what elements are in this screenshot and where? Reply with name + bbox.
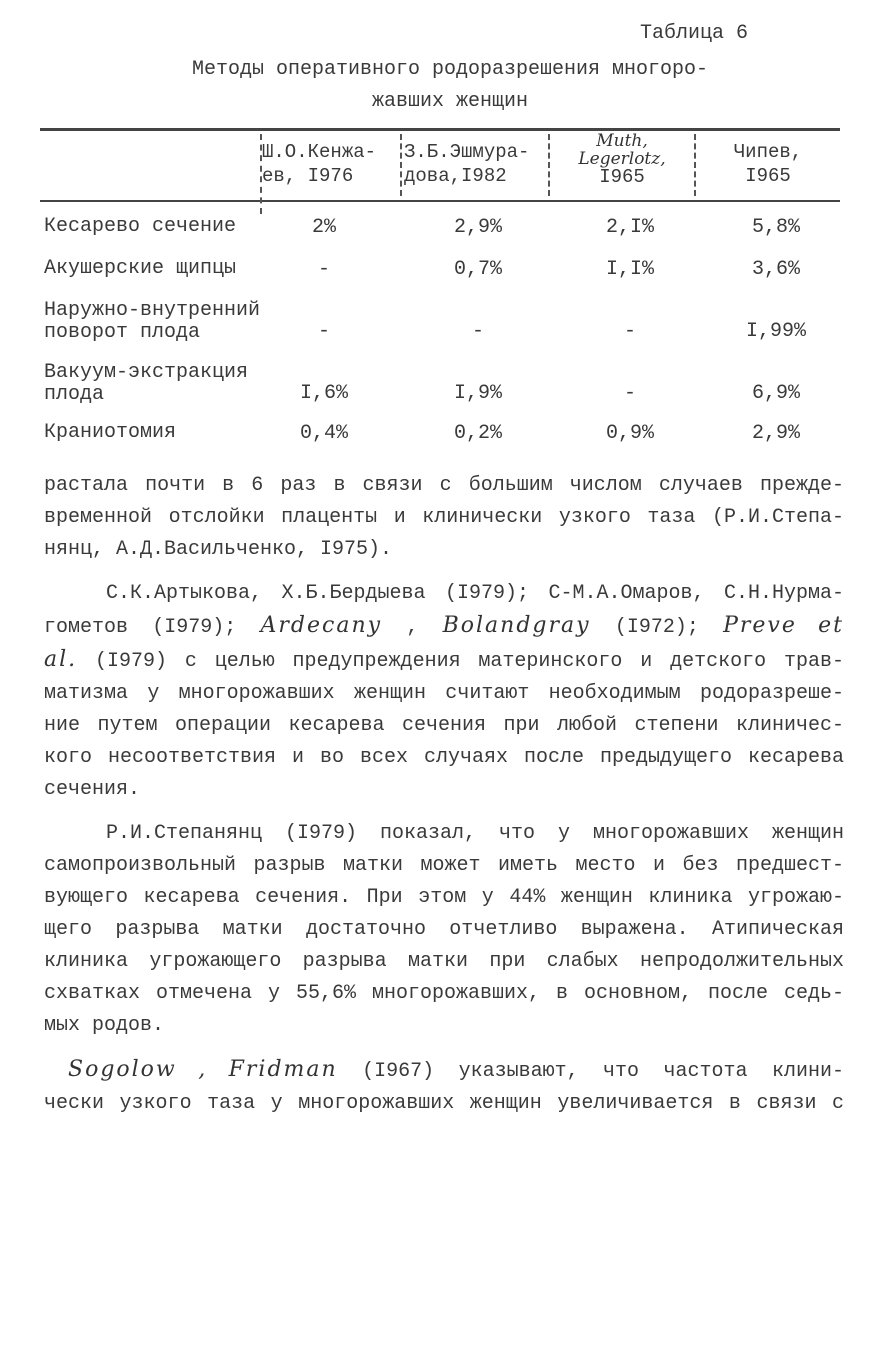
- table-cell: 2,9%: [751, 422, 800, 445]
- paragraph: С.К.Артыкова, Х.Б.Бердыева (I979); С-М.А.Омаров, С.Н.Нурма- гометов (I979); Ardecany , Bolandgray (I972); Preve et al. (I979) с целью предупреждения материнского и детского трав- матизма у многорожавших женщин считают необходимым родоразреше- ние путем операции кесарева сечения при любой степени клиничес- кого несоответствия и во всех случаях после предыдущего кесарева сечения.: [44, 582, 844, 801]
- row-label: Наружно-внутренний поворот плода: [44, 299, 261, 344]
- header-eshmuradova: З.Б.Эшмура- дова,I982: [404, 141, 530, 187]
- table-cell: I,9%: [453, 382, 502, 405]
- table-caption: [160, 54, 740, 118]
- caption-line: жавших женщин: [371, 90, 529, 113]
- paragraph: Sogolow , Fridman (I967) указывают, что частота клини- чески узкого таза у многорожавших женщин увеличивается в связи с: [44, 1057, 844, 1115]
- row-label: Кесарево сечение: [44, 215, 237, 238]
- table-cell: -: [317, 320, 330, 343]
- header-kenzhaev: Ш.О.Кенжа- ев, I976: [262, 141, 377, 187]
- column-divider: [400, 134, 402, 196]
- table-cell: I,99%: [745, 320, 806, 343]
- paragraph: Р.И.Степанянц (I979) показал, что у многорожавших женщин самопроизвольный разрыв матки может иметь место и без предшест- вующего кесарева сечения. При этом у 44% женщин клиника угрожаю- щего разрыва матки достаточно отчетливо выражена. Атипическая клиника угрожающего разрыва матки при слабых непродолжительных схватках отмечена у 55,6% многорожавших, в основном, после седь- мых родов.: [44, 822, 844, 1037]
- handwritten-name: al.: [44, 647, 78, 672]
- column-divider: [694, 134, 696, 196]
- table-cell: -: [317, 258, 330, 281]
- table-label: Таблица 6: [640, 22, 749, 45]
- column-divider: [548, 134, 550, 196]
- body-text: [44, 470, 844, 1120]
- row-label: Краниотомия: [44, 421, 177, 444]
- table-cell: -: [471, 320, 484, 343]
- table-cell: I,I%: [605, 258, 654, 281]
- table-cell: I,6%: [299, 382, 348, 405]
- handwritten-name: Ardecany: [260, 613, 383, 638]
- paragraph: растала почти в 6 раз в связи с большим числом случаев прежде- временной отслойки плаценты и клинически узкого таза (Р.И.Степа- нянц, А.Д.Васильченко, I975).: [44, 474, 844, 561]
- header-muth: Muth, Legerlotz, I965: [578, 131, 666, 188]
- handwritten-name: Sogolow , Fridman: [68, 1057, 338, 1082]
- table-cell: 0,7%: [453, 258, 502, 281]
- table-cell: 2%: [311, 216, 336, 239]
- table-cell: 0,4%: [299, 422, 348, 445]
- table-cell: 2,9%: [453, 216, 502, 239]
- table-cell: 3,6%: [751, 258, 800, 281]
- table-cell: -: [623, 382, 636, 405]
- row-label: Акушерские щипцы: [44, 257, 237, 280]
- table-cell: 6,9%: [751, 382, 800, 405]
- caption-line: Методы оперативного родоразрешения многоро-: [191, 58, 709, 81]
- row-label: Вакуум-экстракция плода: [44, 361, 249, 406]
- table-cell: 5,8%: [751, 216, 800, 239]
- table-cell: 2,I%: [605, 216, 654, 239]
- header-chipev: Чипев, I965: [733, 141, 803, 187]
- handwritten-name: Preve et: [723, 613, 844, 638]
- handwritten-name: Bolandgray: [442, 613, 591, 638]
- table-cell: 0,9%: [605, 422, 654, 445]
- table-top-rule: [40, 128, 840, 131]
- table-cell: 0,2%: [453, 422, 502, 445]
- table-header-rule: [40, 200, 840, 202]
- table-cell: -: [623, 320, 636, 343]
